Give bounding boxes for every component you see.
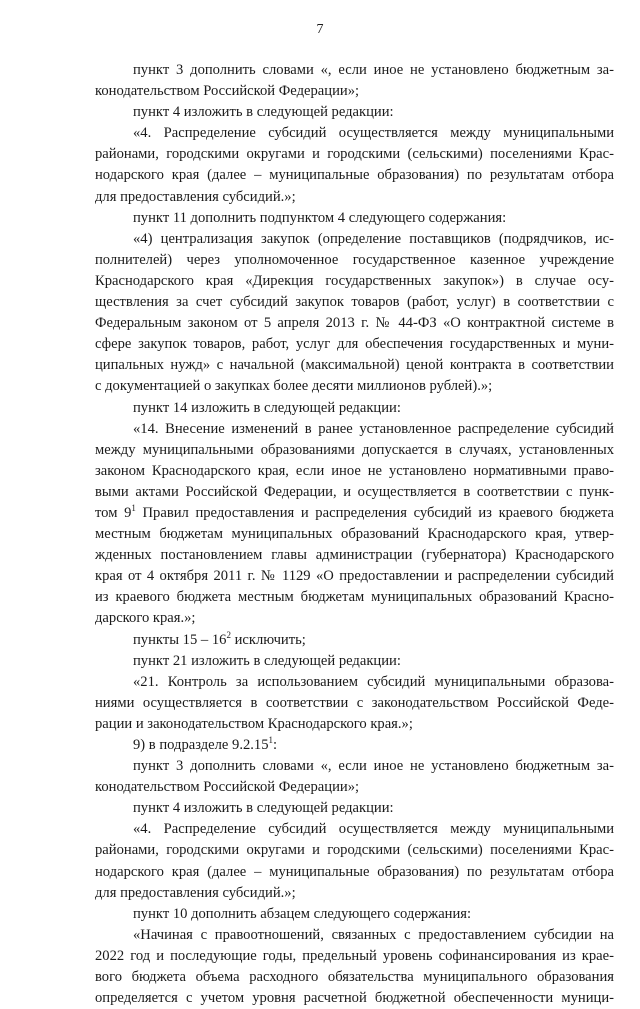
text-line (95, 587, 614, 608)
text-line (95, 566, 614, 587)
text-line-content: 9) в подразделе 9.2.15 (133, 737, 269, 753)
text-line (95, 398, 614, 419)
text-line (95, 144, 614, 165)
text-line (95, 756, 614, 777)
text-line-content: для предоставления субсидий.»; (95, 188, 296, 205)
text-line-content: ществления за счет субсидий закупок товаров (работ, услуг) в соответствии с (95, 294, 614, 311)
text-line (95, 630, 614, 651)
text-line (95, 123, 614, 144)
text-line (95, 102, 614, 123)
text-line-content: вого бюджета объема расходного обязательства муниципального образования (95, 969, 614, 986)
text-line (95, 271, 614, 292)
text-line-content: «21. Контроль за использованием субсидий муниципальными образова- (133, 673, 614, 690)
text-line (95, 651, 614, 672)
text-line (95, 461, 614, 482)
text-line (95, 798, 614, 819)
text-line-content: Федеральным законом от 5 апреля 2013 г. № 44-ФЗ «О контрактной системе в (95, 315, 614, 332)
text-line-content: нодарского края (далее – муниципальные образования) по результатам отбора (95, 863, 614, 880)
text-line-content: пункт 3 дополнить словами «, если иное не установлено бюджетным за- (133, 758, 614, 775)
text-line-content: пункт 4 изложить в следующей редакции: (133, 800, 394, 817)
text-line (95, 187, 614, 208)
text-line (95, 313, 614, 334)
text-line-content: определяется с учетом уровня расчетной бюджетной обеспеченности муници- (95, 990, 614, 1007)
text-line-continuation: исключить; (230, 631, 306, 648)
text-line (95, 735, 614, 756)
text-line-content: местным бюджетам муниципальных образований Краснодарского края, утвер- (95, 526, 614, 543)
text-line (95, 608, 614, 629)
text-line-content: рации и законодательством Краснодарского края.»; (95, 715, 413, 732)
superscript: 2 (226, 629, 231, 640)
text-line (95, 988, 614, 1009)
text-line-content: пункт 4 изложить в следующей редакции: (133, 104, 394, 121)
text-line (95, 419, 614, 440)
text-line (95, 672, 614, 693)
text-line (95, 904, 614, 925)
text-line-content: «4. Распределение субсидий осуществляется между муниципальными (133, 125, 614, 142)
text-line-continuation: : (273, 737, 278, 753)
text-line-content: 2022 год и последующие годы, предельный уровень софинансирования из крае- (95, 947, 614, 964)
text-line-content: районами, городскими округами и городскими (сельскими) поселениями Крас- (95, 146, 614, 163)
text-line-content: выми актами Российской Федерации, и осуществляется в соответствии с пунк- (95, 483, 614, 500)
text-line-content: том 9 (95, 504, 132, 521)
text-line (95, 693, 614, 714)
text-line-content: пункт 3 дополнить словами «, если иное не установлено бюджетным за- (133, 62, 614, 78)
text-line (95, 946, 614, 967)
text-line-content: «4) централизация закупок (определение поставщиков (подрядчиков, ис- (133, 230, 614, 247)
text-line-content: законом Краснодарского края, если иное не установлено нормативными право- (95, 462, 614, 479)
text-line (95, 355, 614, 376)
text-line-content: «Начиная с правоотношений, связанных с предоставлением субсидии на (133, 926, 614, 943)
document-body (95, 60, 614, 1009)
text-line-content: «14. Внесение изменений в ранее установленное распределение субсидий (133, 420, 614, 437)
text-line (95, 545, 614, 566)
text-line (95, 819, 614, 840)
text-line-content: из краевого бюджета местным бюджетам муниципальных образований Красно- (95, 589, 614, 606)
text-line-content: Краснодарского края «Дирекция государственных закупок») в случае осу- (95, 272, 614, 289)
text-line-content: для предоставления субсидий.»; (95, 884, 296, 901)
text-line-content: края от 4 октября 2011 г. № 1129 «О предоставлении и распределении субсидий (95, 568, 614, 585)
text-line (95, 440, 614, 461)
text-line-content: дарского края.»; (95, 610, 196, 627)
superscript: 1 (268, 735, 274, 745)
text-line-content: сфере закупок товаров, работ, услуг для обеспечения государственных и муни- (95, 336, 614, 353)
text-line (95, 714, 614, 735)
text-line (95, 208, 614, 229)
text-line-content: с документацией о закупках более десяти миллионов рублей).»; (95, 378, 493, 395)
text-line (95, 165, 614, 186)
text-line-content: нодарского края (далее – муниципальные образования) по результатам отбора (95, 167, 614, 184)
text-line (95, 925, 614, 946)
text-line-content: «4. Распределение субсидий осуществляется между муниципальными (133, 821, 614, 838)
text-line-content: между муниципальными образованиями допускается в случаях, установленных (95, 441, 614, 458)
superscript: 1 (131, 502, 136, 513)
text-line (95, 524, 614, 545)
text-line (95, 840, 614, 861)
text-line (95, 482, 614, 503)
text-line-content: пункт 21 изложить в следующей редакции: (133, 652, 401, 669)
text-line-content: конодательством Российской Федерации»; (95, 779, 360, 796)
text-line (95, 967, 614, 988)
text-line-content: пункты 15 – 16 (133, 631, 227, 648)
text-line (95, 376, 614, 397)
text-line (95, 81, 614, 102)
text-line-content: районами, городскими округами и городскими (сельскими) поселениями Крас- (95, 842, 614, 859)
text-line (95, 60, 614, 81)
text-line (95, 883, 614, 904)
text-line-continuation: Правил предоставления и распределения субсидий из краевого бюджета (135, 504, 614, 521)
text-line-content: пункт 11 дополнить подпунктом 4 следующего содержания: (133, 209, 507, 226)
text-line-content: полнителей) через уполномоченное государственное казенное учреждение (95, 251, 614, 268)
text-line (95, 334, 614, 355)
text-line-content: жденных постановлением главы администрации (губернатора) Краснодарского (95, 547, 614, 564)
text-line (95, 862, 614, 883)
text-line-content: ниями осуществляется в соответствии с законодательством Российской Феде- (95, 694, 614, 711)
text-line-content: пункт 14 изложить в следующей редакции: (133, 399, 401, 416)
text-line-content: пункт 10 дополнить абзацем следующего содержания: (133, 905, 472, 922)
text-line (95, 777, 614, 798)
page-number: 7 (316, 22, 324, 37)
text-line (95, 503, 614, 524)
text-line (95, 229, 614, 250)
text-line (95, 292, 614, 313)
text-line (95, 250, 614, 271)
text-line-content: ципальных нужд» с начальной (максимальной) ценой контракта в соответствии (95, 357, 614, 374)
text-line-content: конодательством Российской Федерации»; (95, 83, 360, 100)
